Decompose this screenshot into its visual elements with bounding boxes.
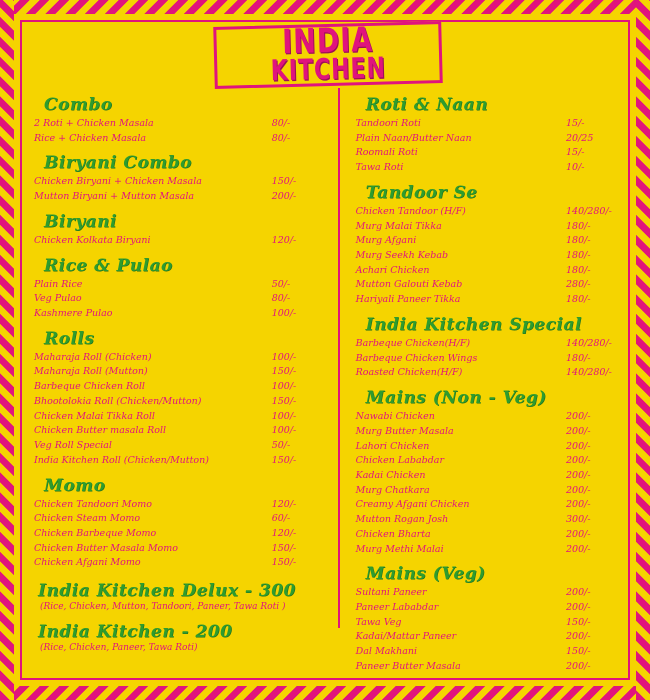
menu-item-name: Chicken Kolkata Biryani xyxy=(34,234,151,246)
menu-item-name: Maharaja Roll (Mutton) xyxy=(34,366,148,378)
menu-item xyxy=(30,190,324,205)
menu-item-name: Sultani Paneer xyxy=(355,587,427,599)
combo-deal-title: India Kitchen - 200 xyxy=(38,622,233,643)
menu-item-name: Kadai/Mattar Paneer xyxy=(355,631,457,643)
menu-item-price: 150/- xyxy=(271,176,297,188)
menu-item-price: 180/- xyxy=(565,250,591,262)
menu-item xyxy=(30,410,324,425)
menu-item-price: 180/- xyxy=(565,264,591,276)
menu-item xyxy=(30,117,324,132)
menu-item xyxy=(352,498,624,513)
menu-item-name: Chicken Barbeque Momo xyxy=(34,527,157,539)
menu-item-price: 200/- xyxy=(565,587,591,599)
menu-item-name: 2 Roti + Chicken Masala xyxy=(34,118,154,129)
menu-item-name: Creamy Afgani Chicken xyxy=(355,499,470,511)
menu-item-price: 80/- xyxy=(271,293,291,305)
menu-item xyxy=(352,543,624,558)
menu-item xyxy=(30,454,324,469)
menu-item-name: Rice + Chicken Masala xyxy=(34,132,147,144)
menu-item-name: Mutton Galouti Kebab xyxy=(355,279,463,291)
menu-item xyxy=(352,513,624,528)
menu-item-name: Veg Roll Special xyxy=(34,440,112,452)
menu-item-price: 200/- xyxy=(565,425,591,437)
menu-item-name: Barbeque Chicken(H/F) xyxy=(355,337,471,349)
menu-item xyxy=(30,175,324,190)
menu-item xyxy=(30,292,324,307)
menu-item xyxy=(30,439,324,454)
menu-item xyxy=(30,527,324,542)
menu-item xyxy=(30,234,324,249)
menu-item xyxy=(352,630,624,645)
menu-item xyxy=(30,424,324,439)
menu-item-price: 150/- xyxy=(271,542,297,554)
menu-item xyxy=(30,365,324,380)
menu-item-name: Plain Rice xyxy=(34,278,83,290)
menu-item-name: Chicken Lababdar xyxy=(355,455,445,467)
menu-item-name: Chicken Biryani + Chicken Masala xyxy=(34,176,202,188)
menu-item-name: Chicken Tandoor (H/F) xyxy=(355,205,466,217)
menu-item-price: 180/- xyxy=(565,352,591,364)
menu-item-name: Dal Makhani xyxy=(355,646,418,658)
menu-item-name: Murg Afgani xyxy=(355,235,417,247)
menu-item-name: Murg Butter Masala xyxy=(355,425,454,437)
menu-item-price: 80/- xyxy=(271,118,291,129)
menu-item-price: 100/- xyxy=(271,381,297,393)
menu-item xyxy=(352,586,624,601)
menu-item xyxy=(352,205,624,220)
menu-item-name: Paneer Lababdar xyxy=(355,601,439,613)
menu-item xyxy=(30,556,324,571)
menu-item-price: 200/- xyxy=(565,543,591,555)
menu-item-name: Chicken Tandoori Momo xyxy=(34,498,152,510)
menu-item-price: 50/- xyxy=(271,440,291,452)
menu-item-price: 200/- xyxy=(565,660,591,672)
menu-item-price: 280/- xyxy=(565,279,591,291)
menu-item-price: 200/- xyxy=(565,601,591,613)
menu-item xyxy=(352,220,624,235)
menu-item xyxy=(352,454,624,469)
menu-item xyxy=(352,132,624,147)
section-title: Rolls xyxy=(44,328,95,349)
menu-item-price: 150/- xyxy=(271,454,297,466)
menu-item-price: 10/- xyxy=(565,162,585,174)
menu-item-name: Roasted Chicken(H/F) xyxy=(355,367,463,379)
column-divider xyxy=(338,88,340,628)
menu-item-price: 200/- xyxy=(271,191,297,203)
menu-item-name: Maharaja Roll (Chicken) xyxy=(34,351,152,363)
menu-item xyxy=(30,380,324,395)
menu-item-price: 100/- xyxy=(271,410,297,422)
menu-item xyxy=(352,146,624,161)
menu-item-price: 200/- xyxy=(565,484,591,496)
menu-item-name: Kashmere Pulao xyxy=(34,308,113,320)
menu-item-name: Chicken Malai Tikka Roll xyxy=(34,410,155,422)
menu-item xyxy=(30,395,324,410)
menu-column-left xyxy=(30,88,332,674)
menu-item xyxy=(352,601,624,616)
border-band-right xyxy=(636,0,650,700)
menu-item xyxy=(352,117,624,132)
menu-item-name: Mutton Biryani + Mutton Masala xyxy=(34,191,195,203)
menu-item xyxy=(352,528,624,543)
border-band-left xyxy=(0,0,14,700)
menu-item xyxy=(30,498,324,513)
menu-item-name: Chicken Butter masala Roll xyxy=(34,425,167,437)
combo-deal xyxy=(38,581,324,612)
menu-item-name: India Kitchen Roll (Chicken/Mutton) xyxy=(34,454,209,466)
logo-text-india: INDIA xyxy=(281,20,374,63)
menu-item-name: Barbeque Chicken Wings xyxy=(355,352,478,364)
menu-item-price: 15/- xyxy=(565,118,585,129)
menu-item-price: 200/- xyxy=(565,411,591,423)
menu-item-price: 150/- xyxy=(271,557,297,569)
menu-item-price: 180/- xyxy=(565,294,591,306)
logo-text-kitchen: KITCHEN xyxy=(270,52,387,89)
menu-item xyxy=(352,234,624,249)
section-title: Roti & Naan xyxy=(365,95,489,115)
section-title: India Kitchen Special xyxy=(365,314,582,335)
menu-column-right xyxy=(346,88,624,674)
menu-item xyxy=(352,161,624,176)
menu-item-name: Plain Naan/Butter Naan xyxy=(355,132,472,144)
menu-item-price: 300/- xyxy=(565,514,591,526)
menu-item-price: 140/280/- xyxy=(565,337,612,349)
menu-item-price: 150/- xyxy=(271,395,297,407)
menu-item-price: 50/- xyxy=(271,278,291,290)
menu-item-price: 15/- xyxy=(565,147,585,159)
menu-item-price: 180/- xyxy=(565,235,591,247)
menu-item-name: Murg Chatkara xyxy=(355,484,430,496)
menu-item xyxy=(30,512,324,527)
border-band-bottom xyxy=(0,686,650,700)
menu-item-price: 100/- xyxy=(271,351,297,363)
menu-item-name: Tawa Veg xyxy=(355,616,402,628)
menu-item xyxy=(352,425,624,440)
menu-columns xyxy=(30,88,624,674)
menu-item xyxy=(30,278,324,293)
menu-item-price: 120/- xyxy=(271,234,297,246)
menu-item-name: Lahori Chicken xyxy=(355,440,430,452)
menu-item-name: Murg Malai Tikka xyxy=(355,220,442,232)
restaurant-logo xyxy=(213,21,443,89)
menu-item-price: 60/- xyxy=(271,513,291,525)
menu-item-price: 100/- xyxy=(271,425,297,437)
menu-item-name: Barbeque Chicken Roll xyxy=(34,381,145,393)
menu-item xyxy=(352,616,624,631)
menu-item xyxy=(30,132,324,147)
menu-item xyxy=(352,337,624,352)
menu-item xyxy=(352,660,624,675)
menu-item-price: 200/- xyxy=(565,440,591,452)
section-title: Biryani xyxy=(44,211,117,232)
section-title: Combo xyxy=(44,95,113,115)
menu-item-name: Chicken Bharta xyxy=(355,528,431,540)
menu-item-name: Paneer Butter Masala xyxy=(355,660,461,672)
border-band-top xyxy=(0,0,650,14)
menu-item-price: 80/- xyxy=(271,132,291,144)
menu-item-name: Chicken Butter Masala Momo xyxy=(34,542,179,554)
menu-item-name: Nawabi Chicken xyxy=(355,411,435,423)
menu-item xyxy=(352,645,624,660)
menu-item-price: 140/280/- xyxy=(565,205,612,217)
section-title: Momo xyxy=(44,475,106,496)
section-title: Mains (Non - Veg) xyxy=(365,388,547,409)
menu-item-name: Murg Seekh Kebab xyxy=(355,250,449,262)
combo-deal-subtitle: (Rice, Chicken, Mutton, Tandoori, Paneer, Tawa Roti ) xyxy=(40,602,286,613)
menu-item xyxy=(352,366,624,381)
menu-item-name: Tawa Roti xyxy=(355,162,404,174)
menu-item xyxy=(352,249,624,264)
menu-item-name: Veg Pulao xyxy=(34,293,82,305)
menu-item-price: 200/- xyxy=(565,455,591,467)
combo-deal xyxy=(38,622,324,653)
section-title: Tandoor Se xyxy=(365,182,478,203)
menu-item-price: 180/- xyxy=(565,220,591,232)
menu-item xyxy=(352,293,624,308)
menu-item-price: 200/- xyxy=(565,631,591,643)
menu-item-name: Tandoori Roti xyxy=(355,118,421,129)
combo-deal-subtitle: (Rice, Chicken, Paneer, Tawa Roti) xyxy=(40,643,198,654)
menu-item-price: 200/- xyxy=(565,499,591,511)
section-title: Rice & Pulao xyxy=(44,255,173,276)
menu-item-price: 100/- xyxy=(271,308,297,320)
menu-item xyxy=(352,278,624,293)
menu-item-name: Chicken Steam Momo xyxy=(34,513,141,525)
menu-item-name: Kadai Chicken xyxy=(355,469,426,481)
menu-item xyxy=(352,484,624,499)
menu-item xyxy=(30,351,324,366)
menu-item-price: 150/- xyxy=(271,366,297,378)
menu-item-price: 120/- xyxy=(271,498,297,510)
section-title: Mains (Veg) xyxy=(365,564,486,585)
menu-item-price: 200/- xyxy=(565,469,591,481)
menu-item-name: Chicken Afgani Momo xyxy=(34,557,141,569)
combo-deal-title: India Kitchen Delux - 300 xyxy=(38,581,296,602)
menu-item-name: Achari Chicken xyxy=(355,264,430,276)
menu-item-price: 120/- xyxy=(271,527,297,539)
menu-item xyxy=(352,352,624,367)
menu-item-price: 150/- xyxy=(565,616,591,628)
menu-item-price: 140/280/- xyxy=(565,367,612,379)
menu-item xyxy=(30,307,324,322)
menu-item-name: Hariyali Paneer Tikka xyxy=(355,294,461,306)
menu-item-price: 150/- xyxy=(565,646,591,658)
menu-item-price: 20/25 xyxy=(565,132,594,144)
menu-item xyxy=(352,469,624,484)
menu-item-name: Mutton Rogan Josh xyxy=(355,514,449,526)
menu-item xyxy=(352,410,624,425)
menu-item xyxy=(352,440,624,455)
menu-item xyxy=(30,542,324,557)
menu-item xyxy=(352,264,624,279)
menu-item-name: Bhootolokia Roll (Chicken/Mutton) xyxy=(34,395,202,407)
menu-item-price: 200/- xyxy=(565,528,591,540)
menu-item-name: Murg Methi Malai xyxy=(355,543,444,555)
menu-item-name: Roomali Roti xyxy=(355,147,418,159)
section-title: Biryani Combo xyxy=(44,153,192,174)
